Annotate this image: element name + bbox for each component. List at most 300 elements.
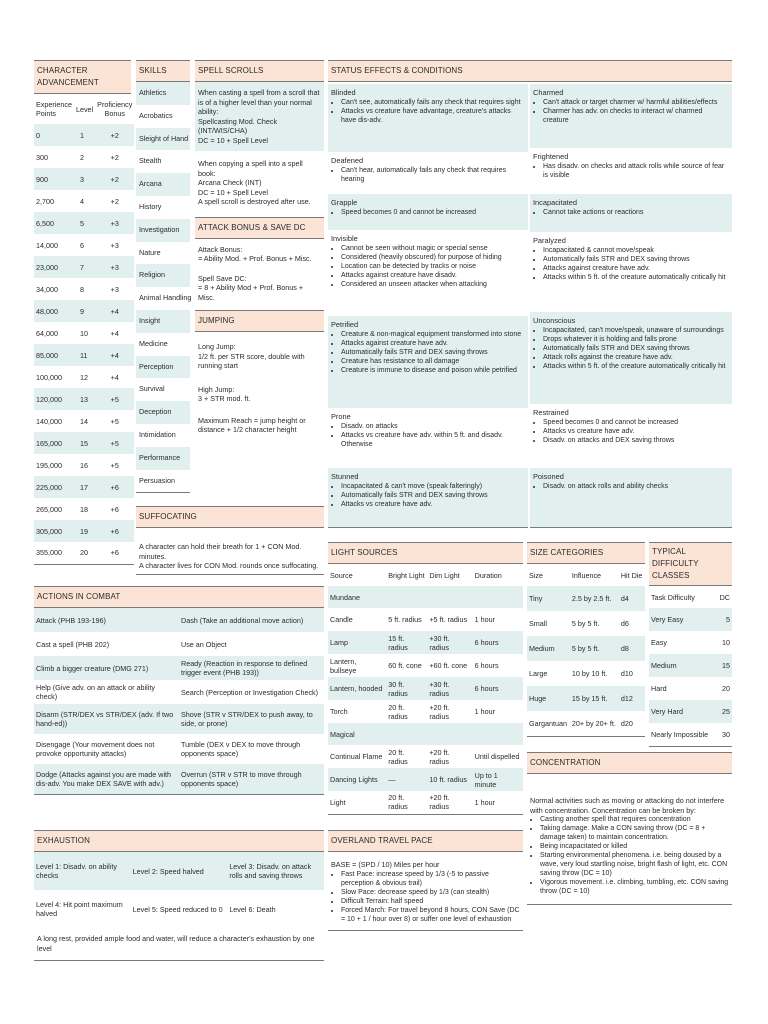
- col-header: Source: [330, 570, 353, 580]
- advancement-cell: 20: [79, 548, 88, 558]
- combat-action: Dodge (Attacks against you are made with dis-adv. You make DEX SAVE with adv.): [36, 769, 172, 788]
- difficulty-classes-header: TYPICAL DIFFICULTY CLASSES: [649, 542, 732, 586]
- combat-table: [34, 608, 324, 795]
- suffocating-text: [136, 528, 324, 575]
- condition-effects: [533, 98, 729, 125]
- text: BASE = (SPD / 10) Miles per hour: [331, 860, 440, 869]
- condition-effects: [331, 166, 525, 184]
- dc-cell: 20: [722, 684, 730, 693]
- advancement-row: [34, 432, 134, 454]
- light-group-row: [328, 586, 523, 608]
- text: = Ability Mod. + Prof. Bonus + Misc.: [198, 254, 312, 263]
- skill-item: Medicine: [139, 338, 168, 348]
- advancement-cell: 34,000: [36, 284, 58, 294]
- condition-deafened: [328, 152, 528, 194]
- advancement-cell: 14: [79, 416, 88, 426]
- exhaustion-header: EXHAUSTION: [34, 830, 324, 852]
- advancement-cell: 165,000: [36, 438, 62, 448]
- combat-row: [34, 764, 324, 794]
- light-row: [328, 631, 523, 654]
- concentration-list: [530, 815, 729, 896]
- advancement-cell: 10: [79, 328, 88, 338]
- text: DC = 10 + Spell Level: [198, 187, 268, 197]
- advancement-cell: +5: [110, 460, 119, 470]
- skill-item: Animal Handling: [139, 293, 192, 303]
- effect-item: • Charmer has adv. on checks to interact w/ charmed creature: [543, 107, 729, 125]
- advancement-cell: 85,000: [36, 350, 58, 360]
- advancement-cell: 140,000: [36, 416, 62, 426]
- size-cell: Medium: [529, 644, 555, 653]
- condition-effects: [331, 422, 525, 449]
- light-group-name: Mundane: [330, 592, 360, 602]
- text: 1/2 ft. per STR score, double with running start: [198, 351, 305, 370]
- combat-action: Help (Give adv. on an attack or ability check): [36, 683, 155, 701]
- condition-name: Petrified: [331, 320, 359, 329]
- suffocating-section: [136, 506, 324, 575]
- exhaustion-row: [34, 852, 324, 890]
- dc-cell: 10: [722, 638, 730, 647]
- condition-effects: [331, 208, 525, 217]
- light-cell: +5 ft. radius: [429, 615, 468, 624]
- advancement-cell: +5: [110, 438, 119, 448]
- advancement-cell: 225,000: [36, 482, 62, 492]
- text: DC = 10 + Spell Level: [198, 135, 268, 145]
- light-cell: +20 ft. radius: [429, 702, 450, 721]
- advancement-cell: 265,000: [36, 504, 62, 514]
- advancement-cell: 2,700: [36, 196, 54, 206]
- advancement-cell: +2: [110, 196, 119, 206]
- col-header: Task Difficulty: [651, 592, 695, 602]
- effect-item: • Incapacitated & cannot move/speak: [543, 246, 729, 255]
- text: A character can hold their breath for 1 + CON Mod. minutes.: [139, 542, 302, 561]
- overland-travel-section: [328, 830, 523, 931]
- size-cell: Gargantuan: [529, 718, 567, 728]
- light-group-row: [328, 723, 523, 745]
- condition-effects: [533, 162, 729, 180]
- character-advancement-section: [34, 60, 131, 565]
- light-cell: 1 hour: [474, 707, 496, 716]
- dc-cell: Nearly Impossible: [651, 729, 709, 739]
- advancement-cell: +6: [110, 482, 119, 492]
- size-cell: Tiny: [529, 594, 543, 603]
- advancement-cell: 300: [36, 152, 48, 162]
- advancement-cell: +2: [110, 130, 119, 140]
- light-row: [328, 677, 523, 700]
- advancement-cell: +3: [110, 262, 119, 272]
- combat-action: Shove (STR v STR/DEX to push away, to side, or prone): [181, 710, 313, 728]
- skill-item: Survival: [139, 384, 165, 394]
- light-cell: Candle: [330, 615, 353, 624]
- condition-paralyzed: [530, 232, 732, 312]
- col-header: Proficiency Bonus: [97, 100, 133, 118]
- effect-item: • Incapacitated, can't move/speak, unaware of surroundings: [543, 326, 729, 335]
- condition-blinded: [328, 84, 528, 152]
- light-cell: +30 ft. radius: [429, 679, 450, 698]
- condition-poisoned: [530, 468, 732, 527]
- condition-effects: [533, 246, 729, 282]
- exhaustion-table: [34, 852, 324, 928]
- status-right-column: [530, 84, 732, 528]
- light-cell: +60 ft. cone: [429, 661, 468, 670]
- condition-effects: [533, 418, 729, 445]
- advancement-row: [34, 234, 134, 256]
- effect-item: • Considered an unseen attacker when attacking: [341, 280, 525, 289]
- size-cell: Large: [529, 669, 548, 678]
- size-row: [527, 636, 645, 661]
- col-header: Hit Die: [620, 570, 643, 580]
- advancement-cell: 18: [79, 504, 88, 514]
- exhaustion-level: Level 3: Disadv. on attack rolls and saving throws: [229, 862, 312, 880]
- light-cell: 20 ft. radius: [388, 747, 408, 766]
- advancement-cell: 5: [79, 218, 84, 228]
- actions-in-combat-header: ACTIONS IN COMBAT: [34, 586, 324, 608]
- light-cell: Lantern, bullseye: [330, 656, 357, 675]
- advancement-cell: +2: [110, 152, 119, 162]
- dc-cell: Very Easy: [651, 615, 684, 624]
- condition-name: Unconscious: [533, 316, 576, 325]
- dc-cell: Medium: [651, 661, 677, 670]
- condition-name: Charmed: [533, 88, 564, 97]
- effect-item: • Can't see, automatically fails any check that requires sight: [341, 98, 525, 107]
- skill-item: Intimidation: [139, 429, 176, 439]
- effect-item: • Attacks within 5 ft. of the creature automatically critically hit: [543, 362, 729, 371]
- size-table: [527, 564, 645, 737]
- light-cell: 5 ft. radius: [388, 615, 422, 624]
- concentration-text: [527, 774, 732, 905]
- advancement-cell: +3: [110, 218, 119, 228]
- effect-item: • Attacks vs creature have adv.: [543, 427, 729, 436]
- dc-cell: Hard: [651, 684, 667, 693]
- skill-item: Stealth: [139, 156, 162, 166]
- effect-item: • Attacks within 5 ft. of the creature automatically critically hit: [543, 273, 729, 282]
- size-cell: d4: [620, 594, 629, 603]
- overland-travel-header: OVERLAND TRAVEL PACE: [328, 830, 523, 852]
- advancement-cell: 17: [79, 482, 88, 492]
- col-header: Duration: [474, 570, 502, 580]
- advancement-cell: +3: [110, 284, 119, 294]
- exhaustion-level: Level 2: Speed halved: [132, 866, 204, 876]
- travel-item: • Slow Pace: decrease speed by 1/3 (can stealth): [341, 888, 520, 897]
- size-row: [527, 611, 645, 636]
- text: Normal activities such as moving or attacking do not interfere with concentration. Concentration can be broken by:: [530, 796, 725, 815]
- exhaustion-row: [34, 890, 324, 928]
- text: Arcana Check (INT): [198, 178, 262, 187]
- combat-row: [34, 680, 324, 704]
- light-cell: Lamp: [330, 638, 348, 647]
- advancement-cell: 48,000: [36, 306, 58, 316]
- effect-item: • Attack rolls against the creature have adv.: [543, 353, 729, 362]
- travel-list: [331, 870, 520, 924]
- condition-frightened: [530, 148, 732, 194]
- advancement-row: [34, 124, 134, 146]
- col-header: DC: [719, 592, 730, 602]
- advancement-cell: 0: [36, 130, 40, 140]
- spell-scrolls-section: [195, 60, 324, 439]
- light-cell: Until dispelled: [474, 752, 520, 761]
- effect-item: • Creature & non-magical equipment transformed into stone: [341, 330, 525, 339]
- condition-effects: [331, 482, 525, 509]
- advancement-cell: +4: [110, 328, 119, 338]
- size-row: [527, 711, 645, 736]
- advancement-cell: 195,000: [36, 460, 62, 470]
- size-categories-header: SIZE CATEGORIES: [527, 542, 645, 564]
- text: High Jump:: [198, 384, 235, 394]
- dc-row: [649, 700, 732, 723]
- condition-name: Prone: [331, 412, 351, 421]
- jumping-text: [195, 332, 324, 439]
- size-cell: d6: [620, 619, 629, 628]
- combat-action: Tumble (DEX v DEX to move through opponents space): [181, 740, 301, 758]
- size-cell: d8: [620, 644, 629, 653]
- text: = 8 + Ability Mod + Prof. Bonus + Misc.: [198, 283, 304, 302]
- combat-action: Use an Object: [181, 639, 227, 649]
- skills-section: [136, 60, 190, 493]
- effect-item: • Cannot be seen without magic or special sense: [341, 244, 525, 253]
- advancement-cell: +4: [110, 372, 119, 382]
- advancement-row: [34, 542, 134, 564]
- size-cell: d20: [620, 718, 633, 728]
- text: 3 + STR mod. ft.: [198, 394, 251, 403]
- light-cell: 6 hours: [474, 638, 499, 647]
- advancement-row: [34, 388, 134, 410]
- advancement-cell: +6: [110, 548, 119, 558]
- advancement-cell: 2: [79, 152, 84, 162]
- concentration-header: CONCENTRATION: [527, 752, 732, 774]
- size-cell: 5 by 5 ft.: [571, 644, 600, 653]
- advancement-cell: 13: [79, 394, 88, 404]
- advancement-row: [34, 454, 134, 476]
- effect-item: • Automatically fails STR and DEX saving throws: [341, 348, 525, 357]
- size-cell: 15 by 15 ft.: [571, 694, 608, 703]
- advancement-cell: 9: [79, 306, 84, 316]
- advancement-cell: +6: [110, 526, 119, 536]
- condition-name: Incapacitated: [533, 198, 577, 207]
- condition-name: Stunned: [331, 472, 359, 481]
- combat-action: Ready (Reaction in response to defined trigger event (PHB 193)): [181, 659, 308, 677]
- skill-item: Investigation: [136, 219, 190, 242]
- effect-item: • Considered (heavily obscured) for purpose of hiding: [341, 253, 525, 262]
- advancement-cell: 16: [79, 460, 88, 470]
- light-row: [328, 700, 523, 723]
- condition-name: Poisoned: [533, 472, 564, 481]
- text: Spellcasting Mod. Check (INT/WIS/CHA): [198, 116, 278, 135]
- dc-cell: 5: [726, 615, 730, 624]
- effect-item: • Attacks against creature have adv.: [341, 339, 525, 348]
- text: Maximum Reach = jump height or distance + 1/2 character height: [198, 415, 306, 434]
- effect-item: • Can't hear, automatically fails any check that requires hearing: [341, 166, 525, 184]
- condition-grapple: [328, 194, 528, 230]
- effect-item: • Drops whatever it is holding and falls prone: [543, 335, 729, 344]
- effect-item: • Can't attack or target charmer w/ harmful abilities/effects: [543, 98, 729, 107]
- exhaustion-note: A long rest, provided ample food and water, will reduce a character's exhaustion by one level: [34, 928, 324, 961]
- condition-effects: [533, 326, 729, 371]
- advancement-cell: 900: [36, 174, 48, 184]
- condition-name: Restrained: [533, 408, 569, 417]
- dc-row: [649, 723, 732, 746]
- size-cell: d12: [620, 694, 633, 703]
- concentration-section: [527, 752, 732, 905]
- text: When casting a spell from a scroll that is of a higher level than your normal ability:: [198, 88, 320, 116]
- skill-item: Persuasion: [139, 475, 175, 485]
- advancement-cell: 11: [79, 350, 88, 360]
- skill-item: Religion: [136, 264, 190, 287]
- advancement-cell: 15: [79, 438, 88, 448]
- difficulty-classes-section: [649, 542, 732, 747]
- advancement-row: [34, 256, 134, 278]
- light-row: [328, 745, 523, 768]
- col-header: Size: [529, 570, 543, 580]
- advancement-cell: +2: [110, 174, 119, 184]
- condition-incapacitated: [530, 194, 732, 232]
- combat-action: Search (Perception or Investigation Check): [181, 687, 319, 697]
- effect-item: • Automatically fails STR and DEX saving throws: [341, 491, 525, 500]
- light-cell: 20 ft. radius: [388, 702, 408, 721]
- condition-invisible: [328, 230, 528, 316]
- condition-petrified: [328, 316, 528, 408]
- light-cell: 20 ft. radius: [388, 793, 408, 812]
- size-cell: 2.5 by 2.5 ft.: [571, 594, 612, 603]
- light-row: [328, 768, 523, 791]
- effect-item: • Location can be detected by tracks or noise: [341, 262, 525, 271]
- combat-action: Disarm (STR/DEX vs STR/DEX (adv. If two hand-ed)): [36, 710, 174, 728]
- light-row: [328, 791, 523, 814]
- size-cell: Small: [529, 619, 547, 628]
- light-table: [328, 564, 523, 815]
- combat-row: [34, 704, 324, 734]
- effect-item: • Disadv. on attacks and DEX saving throws: [543, 436, 729, 445]
- skill-item: Arcana: [136, 173, 190, 196]
- condition-effects: [533, 482, 729, 491]
- condition-restrained: [530, 404, 732, 468]
- light-cell: —: [388, 775, 396, 784]
- character-advancement-header: CHARACTER ADVANCEMENT: [34, 60, 131, 94]
- condition-prone: [328, 408, 528, 468]
- dc-row: [649, 654, 732, 677]
- combat-action: Disengage (Your movement does not provoke opportunity attacks): [36, 740, 155, 758]
- size-cell: 20+ by 20+ ft.: [571, 718, 616, 728]
- concentration-item: • Taking damage. Make a CON saving throw (DC = 8 + damage taken) to maintain concentration.: [540, 824, 729, 842]
- advancement-row: [34, 476, 134, 498]
- condition-unconscious: [530, 312, 732, 404]
- combat-action: Attack (PHB 193-196): [36, 615, 106, 625]
- skill-item: Deception: [136, 401, 190, 424]
- light-sources-header: LIGHT SOURCES: [328, 542, 523, 564]
- spell-scroll-copying: [195, 151, 324, 213]
- light-cell: 30 ft. radius: [388, 679, 408, 698]
- actions-in-combat-section: [34, 586, 324, 795]
- suffocating-header: SUFFOCATING: [136, 506, 324, 528]
- col-header: Influence: [571, 570, 602, 580]
- condition-name: Paralyzed: [533, 236, 566, 245]
- skills-header: SKILLS: [136, 60, 190, 82]
- advancement-row: [34, 212, 134, 234]
- light-cell: +30 ft. radius: [429, 633, 450, 652]
- light-cell: 15 ft. radius: [388, 633, 408, 652]
- dc-cell: Easy: [651, 638, 667, 647]
- light-cell: 1 hour: [474, 797, 496, 807]
- combat-row: [34, 608, 324, 632]
- effect-item: • Attacks vs creature have adv.: [341, 500, 525, 509]
- light-sources-section: [328, 542, 523, 815]
- size-cell: d10: [620, 669, 633, 678]
- size-row: [527, 586, 645, 611]
- condition-name: Deafened: [331, 156, 364, 165]
- text: A spell scroll is destroyed after use.: [198, 197, 311, 206]
- condition-effects: [331, 98, 525, 125]
- text: Spell Save DC:: [198, 273, 247, 283]
- combat-action: Overrun (STR v STR to move through opponents space): [181, 769, 302, 788]
- advancement-cell: 4: [79, 196, 84, 206]
- skill-item: Performance: [136, 447, 190, 470]
- exhaustion-level: Level 6: Death: [229, 904, 276, 914]
- dc-row: [649, 608, 732, 631]
- text: When copying a spell into a spell book:: [198, 159, 303, 178]
- advancement-cell: 6: [79, 240, 84, 250]
- size-cell: Huge: [529, 694, 547, 703]
- dc-row: [649, 631, 732, 654]
- skill-item: Sleight of Hand: [136, 128, 190, 151]
- light-cell: 6 hours: [474, 661, 499, 670]
- advancement-row: [34, 278, 134, 300]
- effect-item: • Automatically fails STR and DEX saving throws: [543, 255, 729, 264]
- col-header: Experience Points: [36, 100, 72, 118]
- effect-item: • Attacks vs creature have adv. within 5 ft. and disadv. Otherwise: [341, 431, 525, 449]
- travel-text: [328, 852, 523, 931]
- exhaustion-level: Level 4: Hit point maximum halved: [36, 900, 123, 918]
- advancement-cell: +4: [110, 350, 119, 360]
- status-effects-section: [328, 60, 732, 82]
- dc-cell: 25: [722, 707, 730, 716]
- light-cell: +20 ft. radius: [429, 747, 450, 766]
- light-cell: Torch: [330, 707, 348, 716]
- advancement-cell: 355,000: [36, 548, 62, 558]
- effect-item: • Attacks against creature have adv.: [543, 264, 729, 273]
- advancement-row: [34, 366, 134, 388]
- combat-action: Cast a spell (PHB 202): [36, 639, 110, 649]
- spell-scrolls-header: SPELL SCROLLS: [195, 60, 324, 82]
- light-cell: Dancing Lights: [330, 775, 378, 784]
- light-cell: 60 ft. cone: [388, 661, 422, 670]
- advancement-cell: 64,000: [36, 328, 58, 338]
- advancement-cell: 305,000: [36, 526, 62, 536]
- skill-item: Nature: [139, 247, 161, 257]
- dc-cell: Very Hard: [651, 707, 683, 716]
- light-cell: 10 ft. radius: [429, 775, 467, 784]
- effect-item: • Speed becomes 0 and cannot be increased: [341, 208, 525, 217]
- condition-name: Blinded: [331, 88, 356, 97]
- size-cell: 10 by 10 ft.: [571, 669, 608, 678]
- condition-name: Grapple: [331, 198, 358, 207]
- advancement-cell: 120,000: [36, 394, 62, 404]
- col-header: Bright Light: [388, 570, 425, 580]
- advancement-cell: 100,000: [36, 372, 62, 382]
- light-cell: Light: [330, 797, 346, 807]
- status-left-column: [328, 84, 528, 528]
- light-cell: Continual Flame: [330, 752, 383, 761]
- skill-item: Insight: [136, 310, 190, 333]
- dc-table: [649, 586, 732, 747]
- exhaustion-level: Level 1: Disadv. on ability checks: [36, 862, 117, 880]
- effect-item: • Cannot take actions or reactions: [543, 208, 729, 217]
- dc-cell: 15: [722, 661, 730, 670]
- status-effects-header: STATUS EFFECTS & CONDITIONS: [328, 60, 732, 82]
- size-row: [527, 661, 645, 686]
- condition-stunned: [328, 468, 528, 527]
- advancement-cell: +6: [110, 504, 119, 514]
- advancement-cell: +3: [110, 240, 119, 250]
- condition-name: Frightened: [533, 152, 569, 161]
- advancement-cell: 6,500: [36, 218, 54, 228]
